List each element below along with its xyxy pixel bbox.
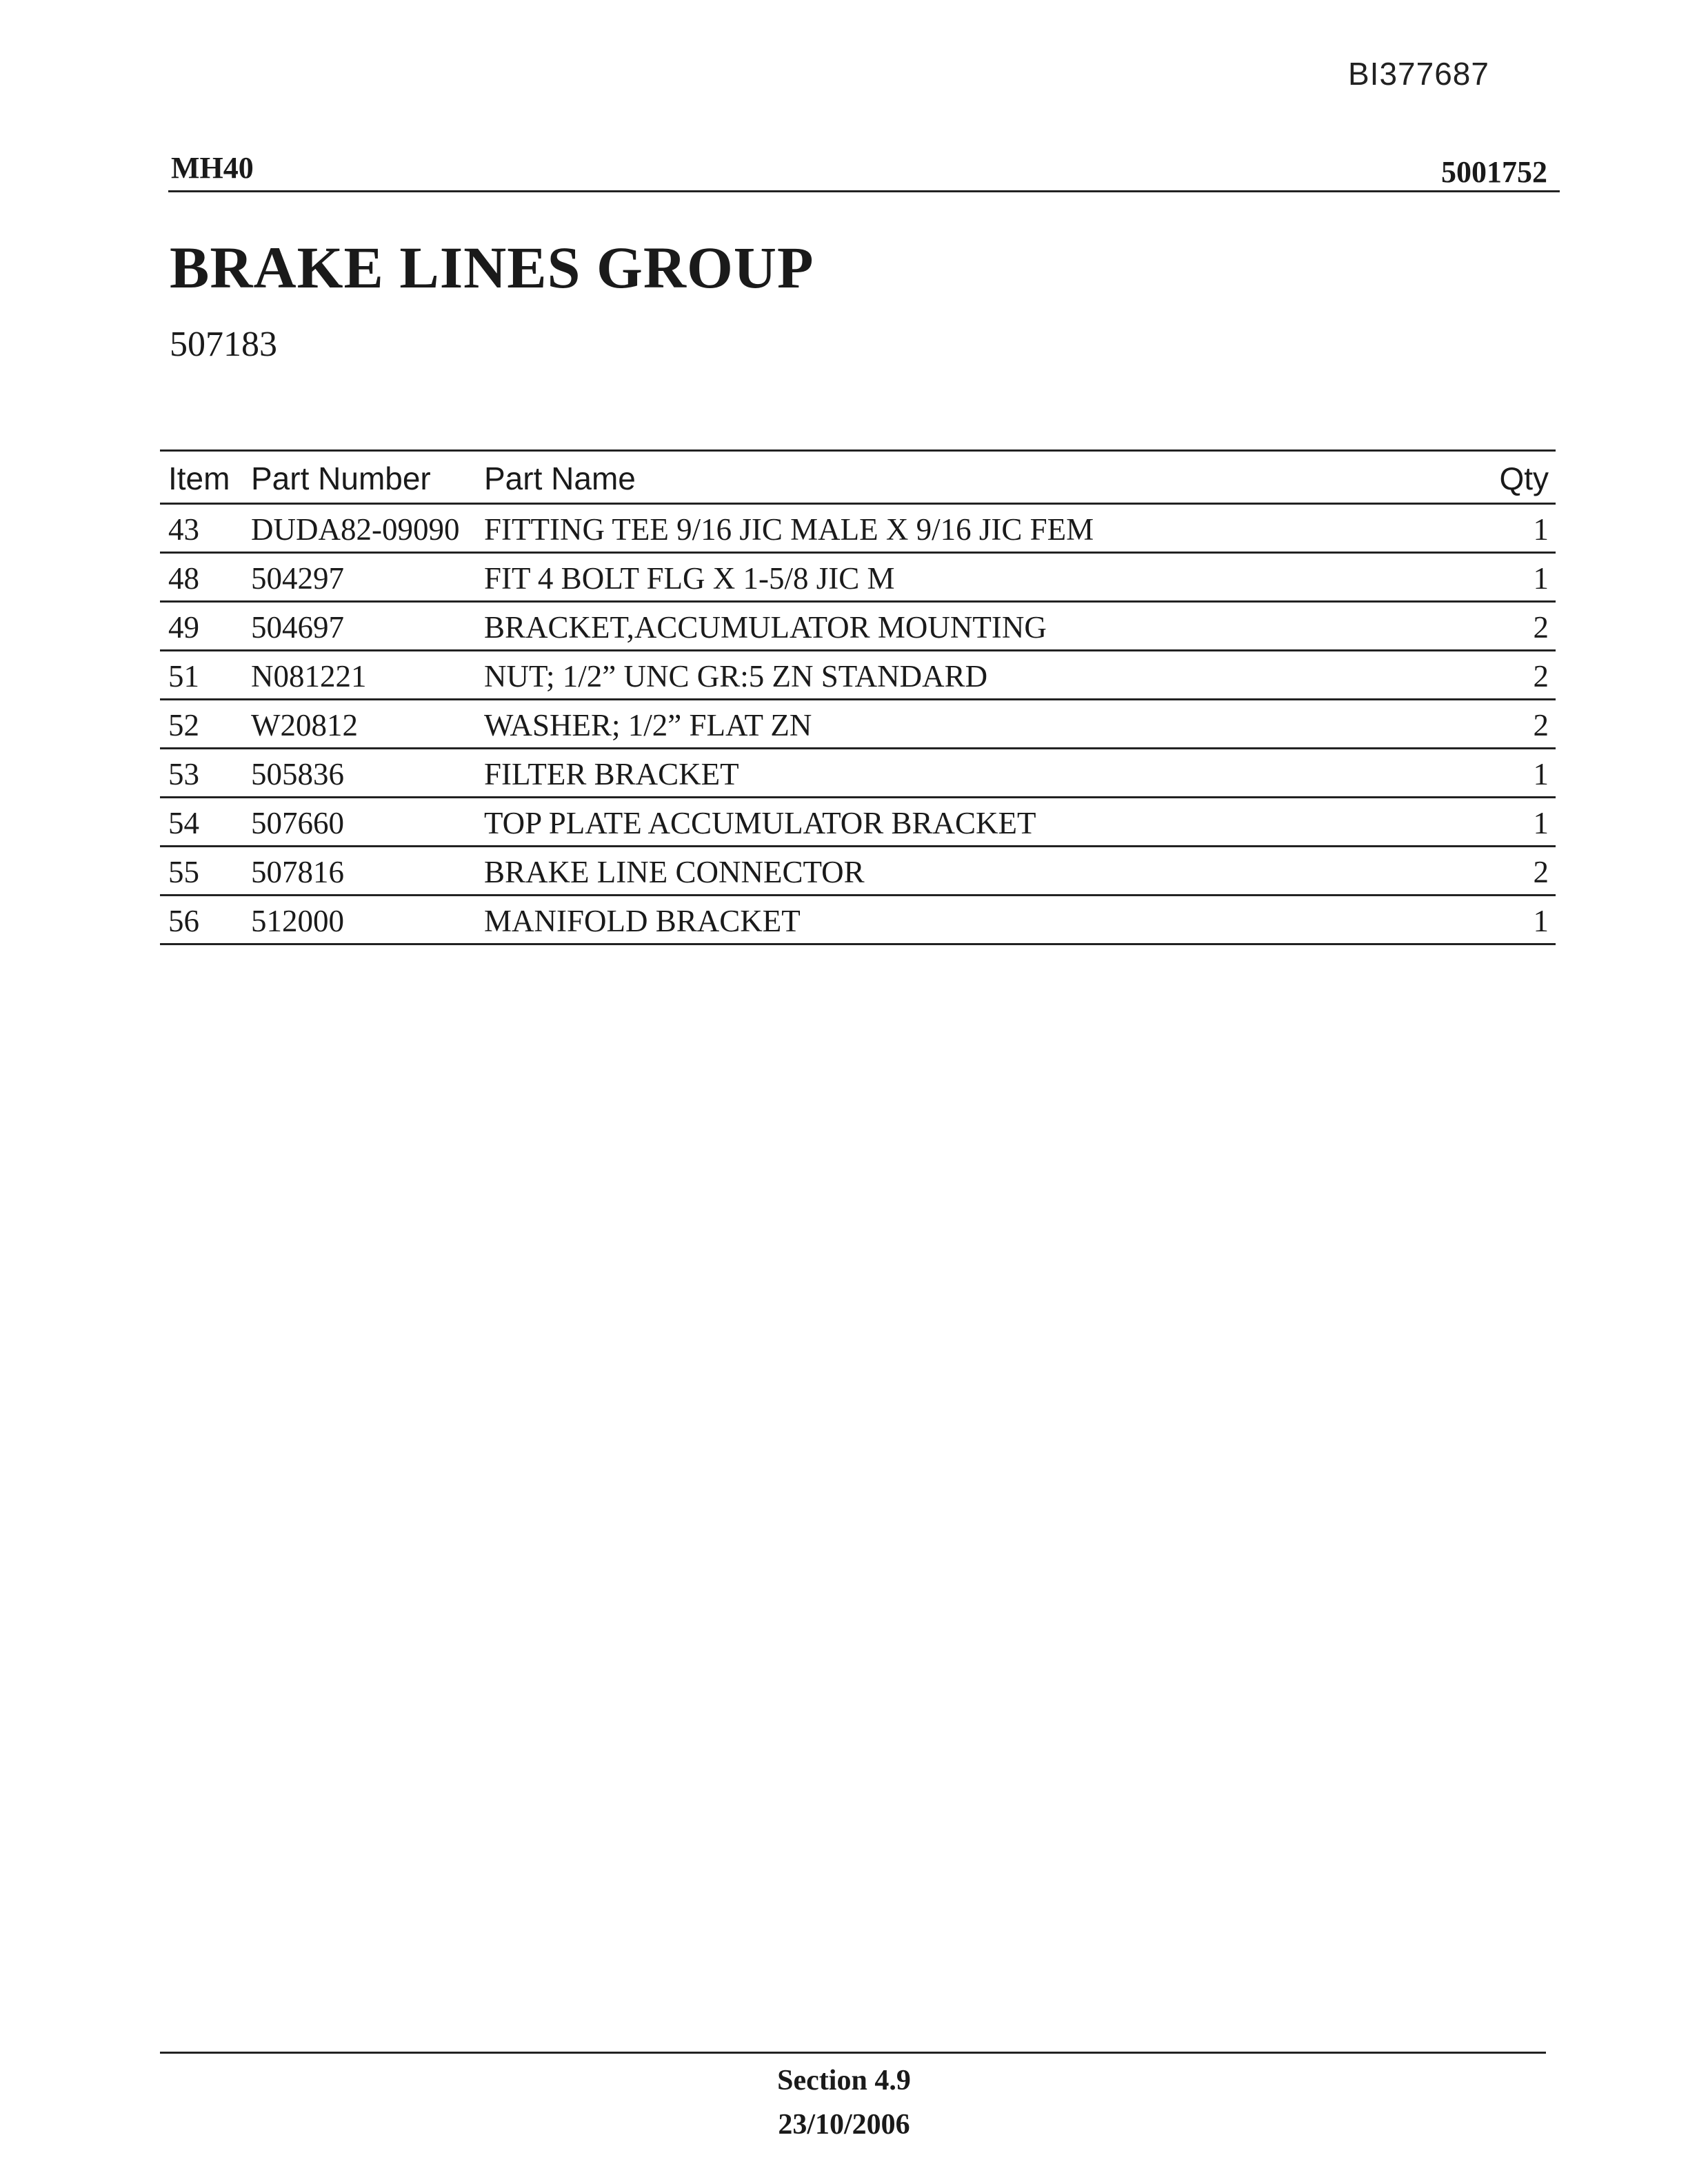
cell-part-name: FILTER BRACKET xyxy=(484,757,739,791)
cell-qty: 1 xyxy=(1533,904,1549,938)
cell-qty: 1 xyxy=(1533,512,1549,547)
cell-item: 43 xyxy=(168,512,199,547)
cell-qty: 2 xyxy=(1533,708,1549,742)
cell-qty: 2 xyxy=(1533,855,1549,889)
footer-section: Section 4.9 xyxy=(777,2065,911,2096)
model-label: MH40 xyxy=(171,151,254,185)
cell-part-name: NUT; 1/2” UNC GR:5 ZN STANDARD xyxy=(484,659,988,694)
cell-part-name: TOP PLATE ACCUMULATOR BRACKET xyxy=(484,806,1036,840)
column-header-item: Item xyxy=(168,461,230,496)
column-header-qty: Qty xyxy=(1499,461,1549,496)
footer-date: 23/10/2006 xyxy=(778,2109,910,2141)
cell-part-number: N081221 xyxy=(251,659,367,694)
cell-part-number: W20812 xyxy=(251,708,358,742)
cell-part-number: 504697 xyxy=(251,610,344,645)
cell-item: 55 xyxy=(168,855,199,889)
catalog-number: 5001752 xyxy=(1441,155,1547,189)
cell-item: 53 xyxy=(168,757,199,791)
parts-table xyxy=(160,449,1556,945)
cell-part-number: 504297 xyxy=(251,561,344,596)
footer-divider xyxy=(160,2052,1546,2054)
group-number: 507183 xyxy=(170,325,277,364)
cell-part-number: 507816 xyxy=(251,855,344,889)
document-id: BI377687 xyxy=(1348,56,1489,92)
table-row xyxy=(160,554,1556,603)
cell-item: 52 xyxy=(168,708,199,742)
cell-qty: 1 xyxy=(1533,757,1549,791)
table-row xyxy=(160,651,1556,700)
cell-part-number: DUDA82-09090 xyxy=(251,512,460,547)
table-row xyxy=(160,700,1556,749)
cell-part-name: BRACKET,ACCUMULATOR MOUNTING xyxy=(484,610,1047,645)
cell-item: 56 xyxy=(168,904,199,938)
column-header-part-name: Part Name xyxy=(484,461,636,496)
cell-item: 54 xyxy=(168,806,199,840)
table-row xyxy=(160,749,1556,798)
table-row xyxy=(160,798,1556,847)
table-row xyxy=(160,505,1556,554)
table-row xyxy=(160,603,1556,651)
cell-part-number: 505836 xyxy=(251,757,344,791)
cell-part-name: MANIFOLD BRACKET xyxy=(484,904,801,938)
cell-part-name: WASHER; 1/2” FLAT ZN xyxy=(484,708,812,742)
cell-part-name: BRAKE LINE CONNECTOR xyxy=(484,855,865,889)
table-row xyxy=(160,847,1556,896)
table-header-row xyxy=(160,449,1556,505)
cell-item: 48 xyxy=(168,561,199,596)
cell-part-name: FIT 4 BOLT FLG X 1-5/8 JIC M xyxy=(484,561,895,596)
page-title: BRAKE LINES GROUP xyxy=(170,234,814,301)
cell-part-name: FITTING TEE 9/16 JIC MALE X 9/16 JIC FEM xyxy=(484,512,1094,547)
table-row xyxy=(160,896,1556,945)
cell-qty: 2 xyxy=(1533,659,1549,694)
header-divider xyxy=(168,190,1560,192)
cell-qty: 1 xyxy=(1533,561,1549,596)
column-header-part-number: Part Number xyxy=(251,461,431,496)
cell-item: 51 xyxy=(168,659,199,694)
cell-item: 49 xyxy=(168,610,199,645)
cell-part-number: 512000 xyxy=(251,904,344,938)
cell-part-number: 507660 xyxy=(251,806,344,840)
cell-qty: 2 xyxy=(1533,610,1549,645)
cell-qty: 1 xyxy=(1533,806,1549,840)
